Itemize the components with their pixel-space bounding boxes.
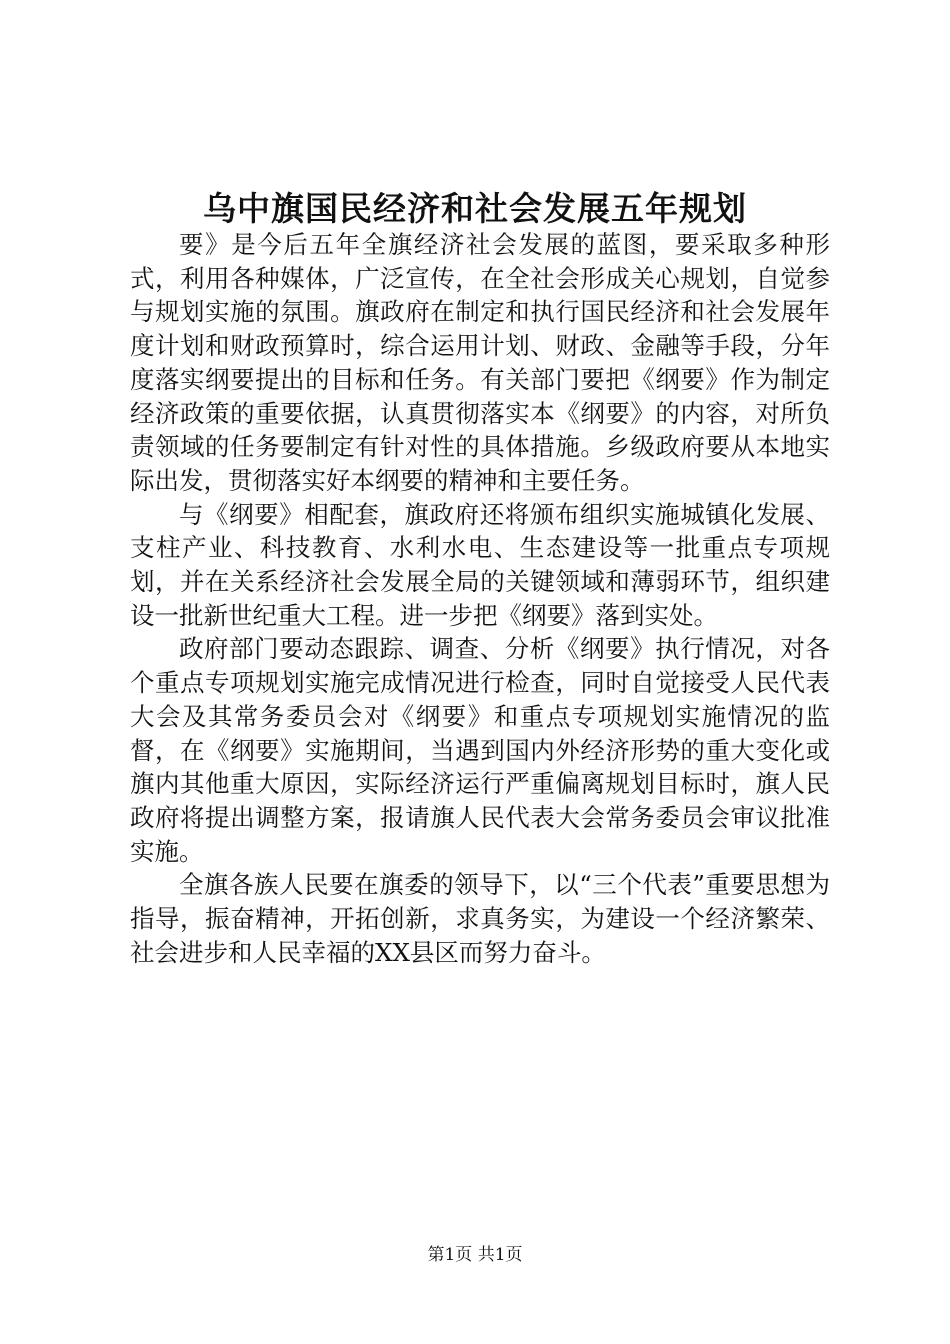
page-number-footer: 第1页 共1页: [427, 1245, 523, 1265]
paragraph-1: 要》是今后五年全旗经济社会发展的蓝图，要采取多种形式，利用各种媒体，广泛宣传，在全社会形成关心规划，自觉参与规划实施的氛围。旗政府在制定和执行国民经济和社会发展年度计划和财政预算时，综合运用计划、财政、金融等手段，分年度落实纲要提出的目标和任务。有关部门要把《纲要》作为制定经济政策的重要依据，认真贯彻落实本《纲要》的内容，对所负责领域的任务要制定有针对性的具体措施。乡级政府要从本地实际出发，贯彻落实好本纲要的精神和主要任务。: [130, 230, 830, 495]
paragraph-3: 政府部门要动态跟踪、调查、分析《纲要》执行情况，对各个重点专项规划实施完成情况进行检查，同时自觉接受人民代表大会及其常务委员会对《纲要》和重点专项规划实施情况的监督，在《纲要》实施期间，当遇到国内外经济形势的重大变化或旗内其他重大原因，实际经济运行严重偏离规划目标时，旗人民政府将提出调整方案，报请旗人民代表大会常务委员会审议批准实施。: [130, 634, 830, 866]
document-title: 乌中旗国民经济和社会发展五年规划: [203, 189, 747, 228]
paragraph-4: 全旗各族人民要在旗委的领导下，以“三个代表”重要思想为指导，振奋精神，开拓创新，求真务实，为建设一个经济繁荣、社会进步和人民幸福的XX县区而努力奋斗。: [130, 870, 830, 967]
document-body: [130, 228, 830, 969]
paragraph-2: 与《纲要》相配套，旗政府还将颁布组织实施城镇化发展、支柱产业、科技教育、水利水电、生态建设等一批重点专项规划，并在关系经济社会发展全局的关键领域和薄弱环节，组织建设一批新世纪重大工程。进一步把《纲要》落到实处。: [130, 499, 830, 630]
